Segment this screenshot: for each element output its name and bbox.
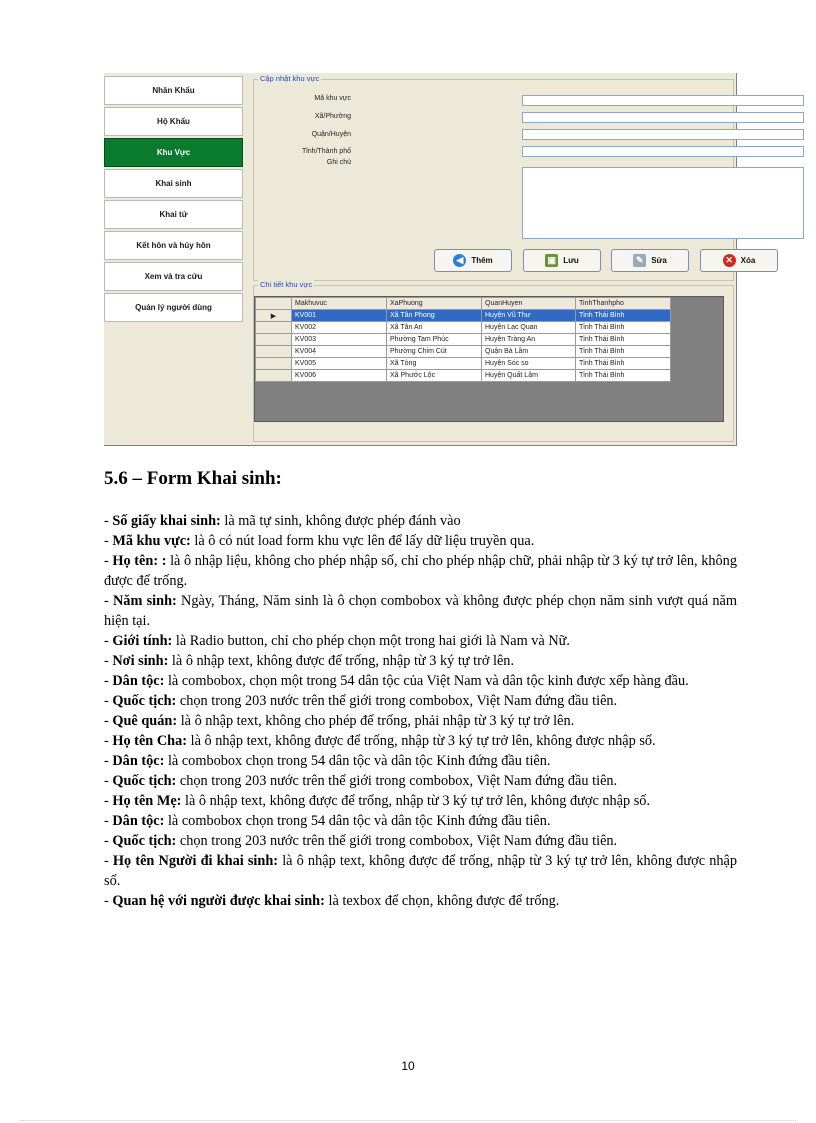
label-tinh-thanh-pho: Tỉnh/Thành phố [301,148,351,155]
table-row[interactable] [256,310,671,322]
page-divider [20,1120,796,1121]
update-group [253,74,756,281]
them-button[interactable] [434,249,512,272]
table-cell[interactable]: Xã Tòng [387,358,482,370]
item-text: là ô nhập text, không cho phép để trống, phải nhập từ 3 ký tự trở lên. [180,713,575,729]
item-term: Nơi sinh: [112,653,169,669]
table-cell[interactable]: Xã Tân Phong [387,310,482,322]
requirements-list [104,511,737,911]
luu-button[interactable] [523,249,601,272]
list-item: - Mã khu vực: là ô có nút load form khu vực lên để lấy dữ liệu truyền qua. [104,533,535,549]
item-term: Dân tộc: [112,813,165,829]
list-item: - Năm sinh: Ngày, Tháng, Năm sinh là ô chọn combobox và không được phép chọn năm sinh vượt quá năm hiện tại. [104,593,738,629]
edit-icon: ✎ [633,254,646,267]
row-header [256,346,292,358]
table-cell[interactable]: Phường Chim Cút [387,346,482,358]
item-text: chọn trong 203 nước trên thế giới trong combobox, Việt Nam đứng đầu tiên. [179,833,618,849]
table-cell[interactable]: Tỉnh Thái Bình [576,310,671,322]
item-term: Quốc tịch: [112,693,177,709]
item-text: là combobox, chọn một trong 54 dân tộc của Việt Nam và dân tộc kinh được xếp hàng đầu. [167,673,689,689]
item-term: Quốc tịch: [112,833,177,849]
item-text: là ô nhập text, không được để trống, nhập từ 3 ký tự trở lên, không được nhập số. [104,853,737,889]
luu-label: Lưu [563,256,579,265]
detail-group-title: Chi tiết khu vực [260,280,313,289]
sua-label: Sửa [651,256,667,265]
table-cell[interactable]: Xã Tân An [387,322,482,334]
nav-item-khai-tu[interactable]: Khai tử [104,200,243,229]
item-term: Quốc tịch: [112,773,177,789]
list-item: - Dân tộc: là combobox chọn trong 54 dân tộc và dân tộc Kinh đứng đầu tiên. [104,813,551,829]
item-term: Họ tên Người đi khai sinh: [112,853,279,869]
column-header[interactable]: TinhThanhpho [576,298,671,310]
table-cell[interactable]: KV002 [292,322,387,334]
table-cell[interactable]: Huyện Vũ Thư [482,310,576,322]
xoa-button[interactable] [700,249,778,272]
item-text: là ô nhập text, không được để trống, nhập từ 3 ký tự trở lên, không được nhập số. [185,793,651,809]
item-term: Số giấy khai sinh: [112,513,221,529]
table-cell[interactable]: Huyện Tràng An [482,334,576,346]
list-item: - Họ tên: : là ô nhập liệu, không cho phép nhập số, chỉ cho phép nhập chữ, phải nhập từ 3 ký tự trở lên, không được để trống. [104,553,737,589]
table-row[interactable] [256,358,671,370]
page-number: 10 [401,1059,415,1073]
list-item: - Giới tính: là Radio button, chỉ cho phép chọn một trong hai giới là Nam và Nữ. [104,633,570,649]
list-item: - Nơi sinh: là ô nhập text, không được để trống, nhập từ 3 ký tự trở lên. [104,653,515,669]
item-text: là ô nhập liệu, không cho phép nhập số, chỉ cho phép nhập chữ, phải nhập từ 3 ký tự trở lên, không được để trống. [104,553,737,589]
list-item: - Họ tên Cha: là ô nhập text, không được để trống, nhập từ 3 ký tự trở lên, không được nhập số. [104,733,656,749]
item-term: Họ tên Cha: [112,733,188,749]
table-cell[interactable]: Tỉnh Thái Bình [576,370,671,382]
delete-icon: ✕ [723,254,736,267]
column-header[interactable]: QuanHuyen [482,298,576,310]
item-term: Mã khu vực: [112,533,191,549]
item-text: là mã tự sinh, không được phép đánh vào [224,513,461,529]
item-term: Quê quán: [112,713,178,729]
app-screenshot [104,73,756,446]
table-row[interactable] [256,346,671,358]
list-item: - Dân tộc: là combobox chọn trong 54 dân tộc và dân tộc Kinh đứng đầu tiên. [104,753,551,769]
sidebar-nav [104,73,245,445]
add-icon: ◀ [453,254,466,267]
item-text: là ô nhập text, không được để trống, nhập từ 3 ký tự trở lên, không được nhập số. [190,733,656,749]
table-cell[interactable]: Huyện Sóc so [482,358,576,370]
item-text: chọn trong 203 nước trên thế giới trong combobox, Việt Nam đứng đầu tiên. [179,773,618,789]
quan-huyen-input[interactable] [522,129,804,140]
column-header[interactable]: XaPhuong [387,298,482,310]
item-text: là ô có nút load form khu vực lên để lấy dữ liệu truyền qua. [194,533,535,549]
item-text: Ngày, Tháng, Năm sinh là ô chọn combobox và không được phép chọn năm sinh vượt quá năm hiện tại. [104,593,738,629]
nav-item-nhan-khau[interactable]: Nhân Khẩu [104,76,243,105]
item-text: là Radio button, chỉ cho phép chọn một trong hai giới là Nam và Nữ. [175,633,570,649]
list-item: - Họ tên Người đi khai sinh: là ô nhập text, không được để trống, nhập từ 3 ký tự trở lên, không được nhập số. [104,853,737,889]
row-header [256,322,292,334]
section-heading: 5.6 – Form Khai sinh: [104,468,282,489]
list-item: - Quốc tịch: chọn trong 203 nước trên thế giới trong combobox, Việt Nam đứng đầu tiên. [104,693,618,709]
table-cell[interactable]: KV004 [292,346,387,358]
nav-item-xem-tra-cuu[interactable]: Xem và tra cứu [104,262,243,291]
xa-phuong-input[interactable] [522,112,804,123]
khu-vuc-grid[interactable] [254,296,724,422]
table-cell[interactable]: Huyện Lạc Quan [482,322,576,334]
label-ghi-chu: Ghi chú [326,159,351,166]
ghi-chu-textarea[interactable] [522,167,804,239]
nav-item-ho-khau[interactable]: Hộ Khẩu [104,107,243,136]
table-header-row [256,298,671,310]
item-term: Giới tính: [112,633,173,649]
table-row[interactable] [256,370,671,382]
ma-khu-vuc-input[interactable] [522,95,804,106]
table-row[interactable] [256,334,671,346]
label-xa-phuong: Xã/Phường [314,113,351,120]
item-term: Năm sinh: [112,593,177,609]
row-header [256,334,292,346]
row-header [256,370,292,382]
tinh-thanh-pho-input[interactable] [522,146,804,157]
item-term: Họ tên: : [112,553,167,569]
nav-item-ket-hon[interactable]: Kết hôn và hủy hôn [104,231,243,260]
table-cell[interactable]: Tỉnh Thái Bình [576,358,671,370]
list-item: - Quốc tịch: chọn trong 203 nước trên thế giới trong combobox, Việt Nam đứng đầu tiên. [104,833,618,849]
nav-item-khai-sinh[interactable]: Khai sinh [104,169,243,198]
them-label: Thêm [471,256,493,265]
table-cell[interactable]: Quận Bà Lầm [482,346,576,358]
list-item: - Họ tên Mẹ: là ô nhập text, không được để trống, nhập từ 3 ký tự trở lên, không được nhập số. [104,793,651,809]
khu-vuc-table [255,297,671,382]
table-cell[interactable]: KV005 [292,358,387,370]
table-cell[interactable]: KV006 [292,370,387,382]
row-header-corner [256,298,292,310]
item-term: Quan hệ với người được khai sinh: [112,893,325,909]
item-text: là ô nhập text, không được để trống, nhập từ 3 ký tự trở lên. [171,653,515,669]
label-ma-khu-vuc: Mã khu vực [314,95,351,102]
item-text: là combobox chọn trong 54 dân tộc và dân tộc Kinh đứng đầu tiên. [167,813,551,829]
sua-button[interactable] [611,249,689,272]
item-term: Họ tên Mẹ: [112,793,182,809]
list-item: - Quan hệ với người được khai sinh: là texbox để chọn, không được để trống. [104,893,560,909]
table-cell[interactable]: Tỉnh Thái Bình [576,346,671,358]
table-cell[interactable]: KV001 [292,310,387,322]
table-cell[interactable]: Tỉnh Thái Bình [576,322,671,334]
label-quan-huyen: Quận/Huyện [311,131,351,138]
table-cell[interactable]: Tỉnh Thái Bình [576,334,671,346]
nav-item-quan-ly-nguoi-dung[interactable]: Quản lý người dùng [104,293,243,322]
list-item: - Quốc tịch: chọn trong 203 nước trên thế giới trong combobox, Việt Nam đứng đầu tiên. [104,773,618,789]
save-icon: ▣ [545,254,558,267]
list-item: - Dân tộc: là combobox, chọn một trong 54 dân tộc của Việt Nam và dân tộc kinh được xếp hàng đầu. [104,673,689,689]
list-item: - Số giấy khai sinh: là mã tự sinh, không được phép đánh vào [104,513,461,529]
item-term: Dân tộc: [112,753,165,769]
list-item: - Quê quán: là ô nhập text, không cho phép để trống, phải nhập từ 3 ký tự trở lên. [104,713,575,729]
table-row[interactable] [256,322,671,334]
item-text: là combobox chọn trong 54 dân tộc và dân tộc Kinh đứng đầu tiên. [167,753,551,769]
update-group-title: Cập nhật khu vực [260,74,320,83]
current-row-indicator-icon: ▶ [256,310,292,322]
item-text: là texbox để chọn, không được để trống. [328,893,560,909]
table-cell[interactable]: Phường Tam Phúc [387,334,482,346]
item-term: Dân tộc: [112,673,165,689]
table-cell[interactable]: KV003 [292,334,387,346]
item-text: chọn trong 203 nước trên thế giới trong combobox, Việt Nam đứng đầu tiên. [179,693,618,709]
nav-item-khu-vuc[interactable]: Khu Vực [104,138,243,167]
row-header [256,358,292,370]
xoa-label: Xóa [740,256,756,265]
table-cell[interactable]: Xã Phước Lộc [387,370,482,382]
table-cell[interactable]: Huyện Quất Lâm [482,370,576,382]
column-header[interactable]: Makhuvuc [292,298,387,310]
